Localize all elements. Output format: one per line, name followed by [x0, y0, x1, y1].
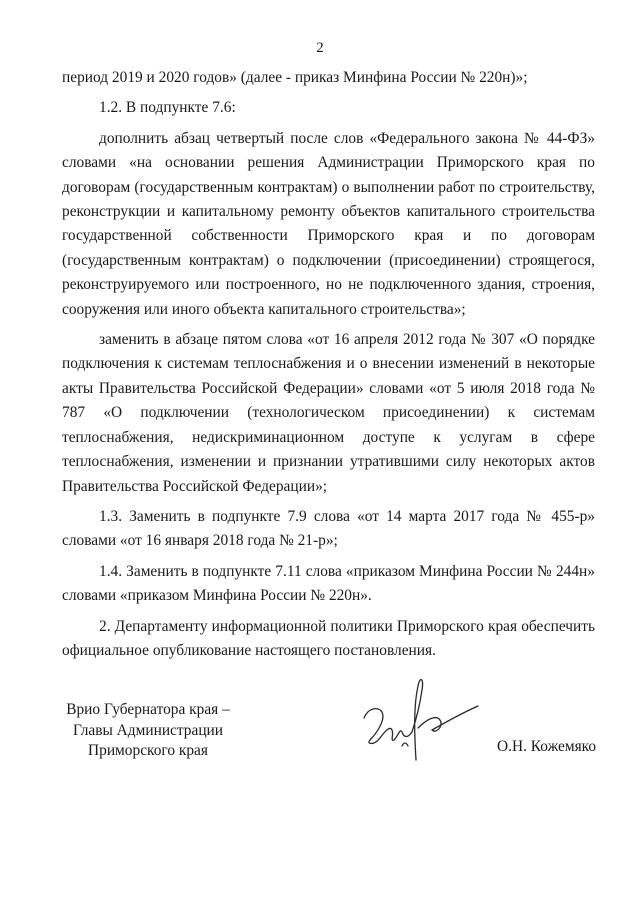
signatory-title-line: Главы Администрации [72, 721, 224, 739]
signature-block [0, 700, 640, 780]
paragraph-3: дополнить абзац четвертый после слов «Федерального закона № 44-ФЗ» словами «на основании решения Администрации Приморского края по договорам (государственным контрактам) о выполнении работ по строительству, реконструкции и капитальному ремонту объектов капитального строительства государственной собственности Приморского края и по договорам (государственным контрактам) о подключении (присоединении) строящегося, реконструируемого или построенного, но не подключенного здания, строения, сооружения или иного объекта капитального строительства»; [62, 129, 595, 318]
paragraph-2: 1.2. В подпункте 7.6: [99, 99, 236, 117]
page-number: 2 [316, 40, 324, 56]
paragraph-1: период 2019 и 2020 годов» (далее - приказ Минфина России № 220н)»; [62, 69, 528, 86]
paragraph-5: 1.3. Заменить в подпункте 7.9 слова «от 14 марта 2017 года № 455-р» словами «от 16 января 2018 года № 21-р»; [62, 507, 595, 550]
paragraph-7: 2. Департаменту информационной политики Приморского края обеспечить официальное опубликование настоящего постановления. [62, 617, 595, 659]
paragraph-4: заменить в абзаце пятом слова «от 16 апреля 2012 года № 307 «О порядке подключения к системам теплоснабжения и о внесении изменений в некоторые акты Правительства Российской Федерации» словами «от 5 июля 2018 года № 787 «О подключении (технологическом присоединении) к системам теплоснабжения, недискриминационном доступе к услугам в сфере теплоснабжения, изменении и признании утратившими силу некоторых актов Правительства Российской Федерации»; [62, 331, 595, 495]
signatory-title-line: Врио Губернатора края – [66, 701, 230, 718]
document-body [62, 66, 595, 669]
paragraph-6: 1.4. Заменить в подпункте 7.11 слова «приказом Минфина России № 244н» словами «приказом Минфина России № 220н». [62, 562, 595, 605]
handwritten-signature [356, 668, 486, 768]
signatory-title [58, 700, 238, 762]
signatory-title-line: Приморского края [88, 742, 208, 759]
signatory-name: О.Н. Кожемяко [497, 738, 597, 755]
